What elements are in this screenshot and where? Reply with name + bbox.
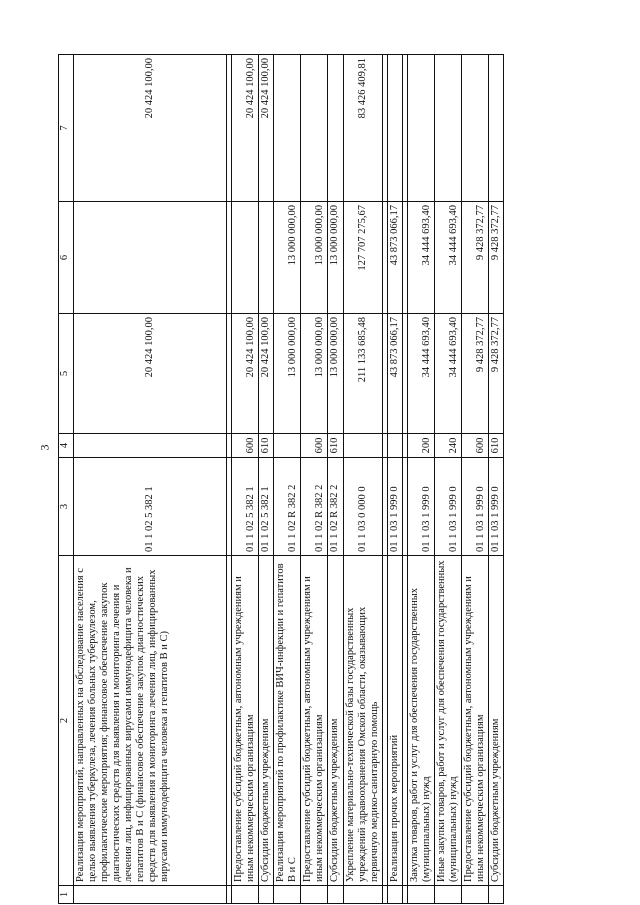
table-row	[343, 55, 382, 904]
row-federal-cell	[232, 202, 259, 314]
table-row	[387, 55, 402, 904]
row-code-cell: 01 1 02 R 382 2	[274, 458, 301, 556]
row-code-cell: 01 1 03 1 999 0	[434, 458, 461, 556]
col-header-5: 5	[59, 314, 74, 434]
row-name-cell: Закупка товаров, работ и услуг для обеспечения государственных (муниципальных) нужд	[407, 556, 434, 886]
table-row	[274, 55, 301, 904]
row-code-cell: 01 1 02 R 382 2	[328, 458, 343, 556]
row-code-cell: 01 1 02 5 382 1	[259, 458, 274, 556]
row-code-cell: 01 1 02 5 382 1	[74, 458, 227, 556]
table-row	[232, 55, 259, 904]
row-number-cell	[232, 886, 259, 904]
table-row	[74, 55, 227, 904]
col-header-2: 2	[59, 556, 74, 886]
col-header-3: 3	[59, 458, 74, 556]
row-number-cell	[434, 886, 461, 904]
row-regional-cell	[434, 55, 461, 202]
row-total-cell: 34 444 693,40	[407, 314, 434, 434]
row-federal-cell: 43 873 066,17	[387, 202, 402, 314]
row-total-cell: 9 428 372,77	[462, 314, 489, 434]
col-header-1: 1	[59, 886, 74, 904]
row-total-cell: 34 444 693,40	[434, 314, 461, 434]
row-total-cell: 20 424 100,00	[232, 314, 259, 434]
row-code-cell: 01 1 02 5 382 1	[232, 458, 259, 556]
row-number-cell	[301, 886, 328, 904]
row-name-cell: Субсидии бюджетным учреждениям	[259, 556, 274, 886]
row-federal-cell	[259, 202, 274, 314]
row-name-cell: Предоставление субсидий бюджетным, автономным учреждениям и иным некоммерческим организациям	[232, 556, 259, 886]
row-vr-cell	[387, 434, 402, 458]
row-federal-cell: 9 428 372,77	[489, 202, 504, 314]
row-vr-cell	[74, 434, 227, 458]
row-name-cell: Субсидии бюджетным учреждениям	[489, 556, 504, 886]
row-federal-cell: 13 000 000,00	[301, 202, 328, 314]
row-regional-cell	[387, 55, 402, 202]
row-vr-cell: 610	[489, 434, 504, 458]
row-total-cell: 20 424 100,00	[259, 314, 274, 434]
table-row	[434, 55, 461, 904]
row-vr-cell: 610	[259, 434, 274, 458]
row-vr-cell: 200	[407, 434, 434, 458]
row-vr-cell: 600	[462, 434, 489, 458]
row-regional-cell: 20 424 100,00	[74, 55, 227, 202]
table-row	[301, 55, 328, 904]
table-row	[489, 55, 504, 904]
row-number-cell	[387, 886, 402, 904]
row-regional-cell: 20 424 100,00	[232, 55, 259, 202]
header-row	[59, 55, 74, 904]
row-number-cell	[328, 886, 343, 904]
row-name-cell: Иные закупки товаров, работ и услуг для обеспечения государственных (муниципальных) нужд	[434, 556, 461, 886]
row-total-cell: 13 000 000,00	[301, 314, 328, 434]
row-number-cell	[489, 886, 504, 904]
row-regional-cell	[489, 55, 504, 202]
row-federal-cell: 127 707 275,67	[343, 202, 382, 314]
row-federal-cell: 34 444 693,40	[434, 202, 461, 314]
row-name-cell: Предоставление субсидий бюджетным, автономным учреждениям и иным некоммерческим организациям	[462, 556, 489, 886]
row-vr-cell: 610	[328, 434, 343, 458]
row-code-cell: 01 1 03 1 999 0	[489, 458, 504, 556]
row-vr-cell: 240	[434, 434, 461, 458]
row-regional-cell	[328, 55, 343, 202]
row-name-cell: Субсидии бюджетным учреждениям	[328, 556, 343, 886]
row-regional-cell	[462, 55, 489, 202]
row-vr-cell: 600	[301, 434, 328, 458]
row-total-cell: 20 424 100,00	[74, 314, 227, 434]
row-regional-cell	[407, 55, 434, 202]
row-vr-cell	[274, 434, 301, 458]
table-body	[74, 55, 504, 904]
row-total-cell: 9 428 372,77	[489, 314, 504, 434]
row-total-cell: 13 000 000,00	[328, 314, 343, 434]
row-name-cell: Реализация прочих мероприятий	[387, 556, 402, 886]
budget-table	[58, 54, 504, 904]
row-number-cell	[74, 886, 227, 904]
row-federal-cell: 9 428 372,77	[462, 202, 489, 314]
table-row	[462, 55, 489, 904]
row-number-cell	[407, 886, 434, 904]
row-vr-cell: 600	[232, 434, 259, 458]
row-federal-cell: 13 000 000,00	[274, 202, 301, 314]
table-row	[407, 55, 434, 904]
col-header-4: 4	[59, 434, 74, 458]
row-number-cell	[259, 886, 274, 904]
row-number-cell	[274, 886, 301, 904]
row-number-cell	[343, 886, 382, 904]
row-code-cell: 01 1 03 1 999 0	[407, 458, 434, 556]
col-header-6: 6	[59, 202, 74, 314]
row-code-cell: 01 1 02 R 382 2	[301, 458, 328, 556]
row-federal-cell	[74, 202, 227, 314]
row-total-cell: 211 133 685,48	[343, 314, 382, 434]
row-code-cell: 01 1 03 0 000 0	[343, 458, 382, 556]
row-total-cell: 43 873 066,17	[387, 314, 402, 434]
col-header-7: 7	[59, 55, 74, 202]
row-name-cell: Укрепление материально-технической базы государственных учреждений здравоохранения Омской области, оказывающих первичную медико-санитарную помощь	[343, 556, 382, 886]
row-code-cell: 01 1 03 1 999 0	[387, 458, 402, 556]
row-regional-cell	[274, 55, 301, 202]
row-total-cell: 13 000 000,00	[274, 314, 301, 434]
table-row	[259, 55, 274, 904]
row-federal-cell: 13 000 000,00	[328, 202, 343, 314]
row-regional-cell: 83 426 409,81	[343, 55, 382, 202]
row-regional-cell	[301, 55, 328, 202]
row-regional-cell: 20 424 100,00	[259, 55, 274, 202]
budget-table-page	[58, 55, 590, 904]
row-federal-cell: 34 444 693,40	[407, 202, 434, 314]
row-name-cell: Предоставление субсидий бюджетным, автономным учреждениям и иным некоммерческим организациям	[301, 556, 328, 886]
row-code-cell: 01 1 03 1 999 0	[462, 458, 489, 556]
row-name-cell: Реализация мероприятий по профилактике ВИЧ-инфекции и гепатитов В и С	[274, 556, 301, 886]
row-name-cell: Реализация мероприятий, направленных на обследование населения с целью выявления туберкулеза, лечения больных туберкулезом, профилактические мероприятия; финансовое обеспечение закупок диагностических средств для выявления и мониторинга лечения и лечения лиц, инфицированных вирусами иммунодефицита человека и гепатитов В и С (финансовое обеспечение закупок диагностических средств для выявления и мониторинга лечения лиц, инфицированных вирусами иммунодефицита человека и гепатитов В и С)	[74, 556, 227, 886]
table-row	[328, 55, 343, 904]
page-number: 3	[37, 444, 52, 451]
row-number-cell	[462, 886, 489, 904]
row-vr-cell	[343, 434, 382, 458]
